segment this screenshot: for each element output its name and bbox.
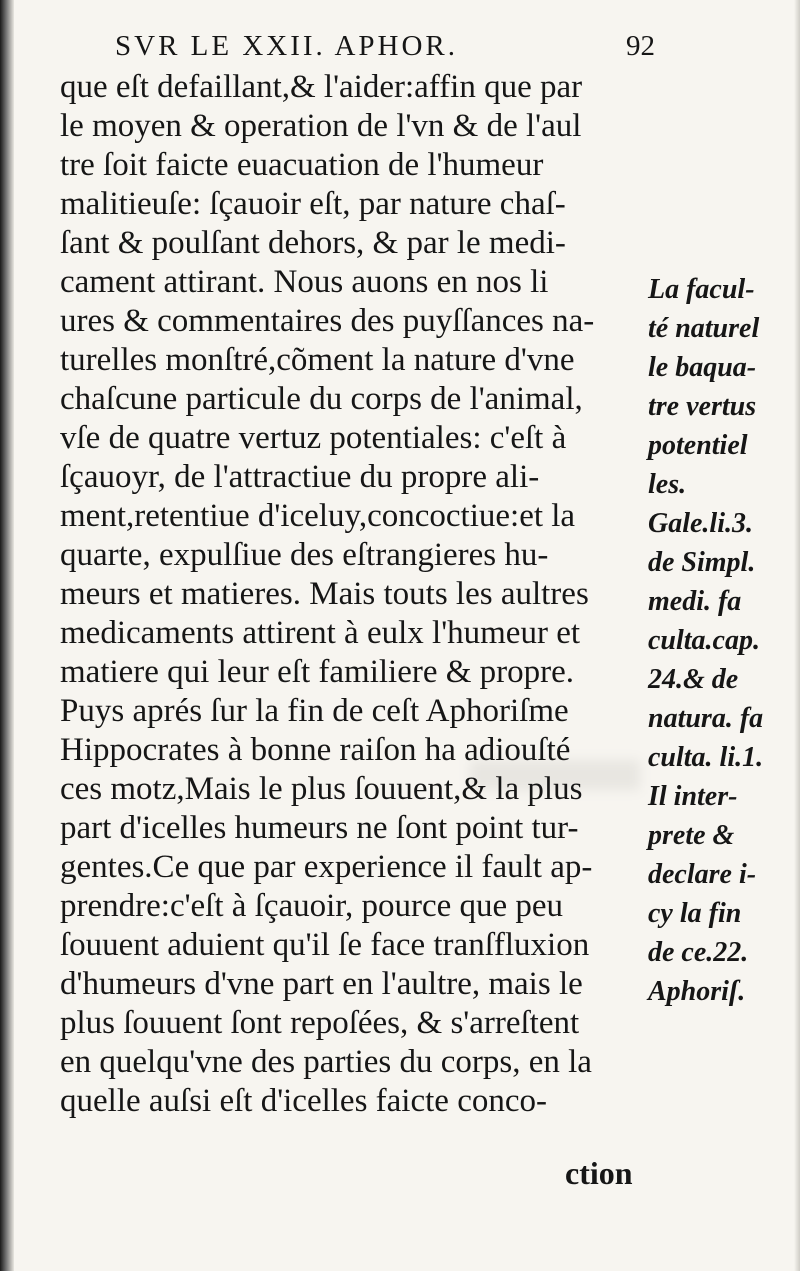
margin-note-line: 24.& de <box>648 664 739 695</box>
text-line: ſçauoyr, de l'attractiue du propre ali- <box>60 459 540 495</box>
book-gutter-shadow <box>0 0 14 1271</box>
text-line: ces motz,Mais le plus ſouuent,& la plus <box>60 771 583 807</box>
text-line: que eſt defaillant,& l'aider:affin que par <box>60 69 583 105</box>
text-line: d'humeurs d'vne part en l'aultre, mais le <box>60 966 583 1002</box>
margin-note-line: natura. fa <box>648 703 764 734</box>
margin-note-line: prete & <box>648 820 735 851</box>
text-line: Puys aprés ſur la fin de ceſt Aphoriſme <box>60 693 569 729</box>
text-line: Hippocrates à bonne raiſon ha adiouſté <box>60 732 571 768</box>
margin-note-line: medi. fa <box>648 586 742 617</box>
margin-note-line: cy la fin <box>648 898 742 929</box>
text-line: matiere qui leur eſt familiere & propre. <box>60 654 575 690</box>
margin-note-line: le baqua- <box>648 352 757 383</box>
catchword: ction <box>565 1155 633 1191</box>
margin-note-line: té naturel <box>648 313 760 344</box>
running-title: SVR LE XXII. APHOR. <box>115 30 458 62</box>
text-line: chaſcune particule du corps de l'animal, <box>60 381 583 417</box>
margin-note-line: Il inter- <box>648 781 738 812</box>
text-line: ment,retentiue d'iceluy,concoctiue:et la <box>60 498 576 534</box>
margin-note-line: Aphoriſ. <box>648 976 746 1007</box>
text-line: le moyen & operation de l'vn & de l'aul <box>60 108 582 144</box>
margin-note-line: declare i- <box>648 859 757 890</box>
text-line: tre ſoit faicte euacuation de l'humeur <box>60 147 544 183</box>
text-line: cament attirant. Nous auons en nos li <box>60 264 549 300</box>
text-line: vſe de quatre vertuz potentiales: c'eſt à <box>60 420 567 456</box>
text-line: prendre:c'eſt à ſçauoir, pource que peu <box>60 888 564 924</box>
text-line: part d'icelles humeurs ne ſont point tur- <box>60 810 579 846</box>
text-line: quelle auſsi eſt d'icelles faicte conco- <box>60 1083 547 1119</box>
margin-note-line: les. <box>648 469 687 500</box>
text-line: meurs et matieres. Mais touts les aultres <box>60 576 589 612</box>
page-edge <box>794 0 800 1271</box>
margin-note-line: de Simpl. <box>648 547 756 578</box>
margin-note-line: La facul- <box>648 274 755 305</box>
text-line: plus ſouuent ſont repoſées, & s'arreſtent <box>60 1005 580 1041</box>
margin-note-line: culta.cap. <box>648 625 760 656</box>
text-line: malitieuſe: ſçauoir eſt, par nature chaſ- <box>60 186 566 222</box>
text-line: en quelqu'vne des parties du corps, en la <box>60 1044 592 1080</box>
margin-note-line: Gale.li.3. <box>648 508 753 539</box>
text-line: ſouuent aduient qu'il ſe face tranſfluxion <box>60 927 590 963</box>
page-number: 92 <box>626 30 655 62</box>
text-line: ſant & poulſant dehors, & par le medi- <box>60 225 566 261</box>
text-line: quarte, expulſiue des eſtrangieres hu- <box>60 537 549 573</box>
text-line: ures & commentaires des puyſſances na- <box>60 303 595 339</box>
text-line: medicaments attirent à eulx l'humeur et <box>60 615 581 651</box>
margin-note-line: culta. li.1. <box>648 742 764 773</box>
text-line: turelles monſtré,cõment la nature d'vne <box>60 342 575 378</box>
margin-note-line: tre vertus <box>648 391 757 422</box>
margin-note-line: de ce.22. <box>648 937 749 968</box>
text-line: gentes.Ce que par experience il fault ap- <box>60 849 593 885</box>
margin-note-line: potentiel <box>648 430 748 461</box>
